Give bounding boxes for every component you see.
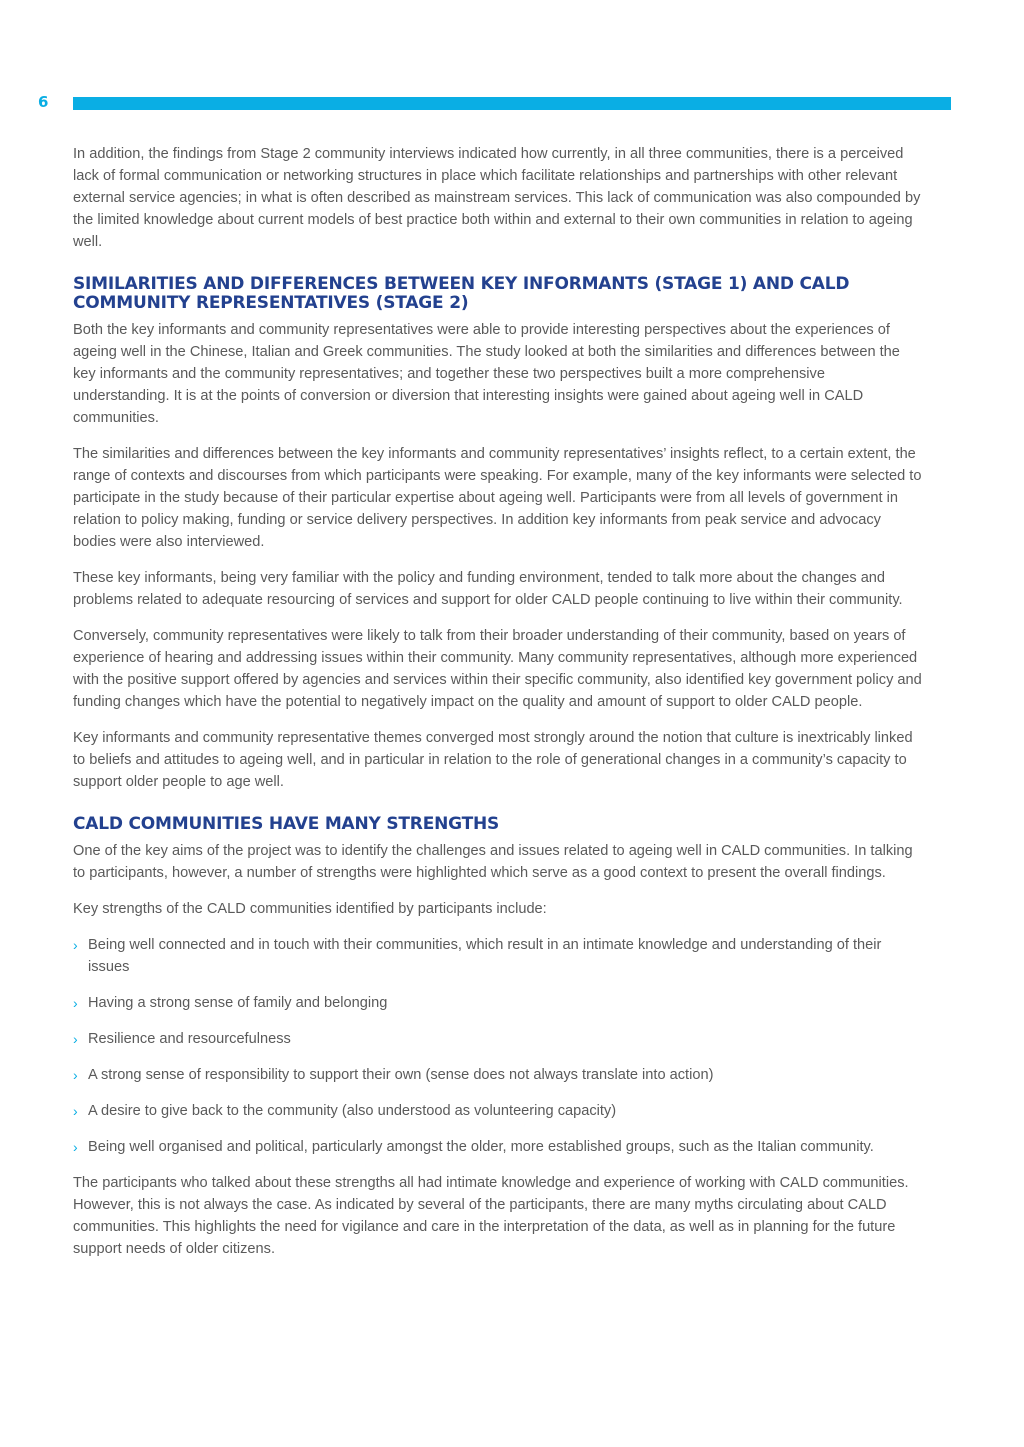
page-content xyxy=(73,143,923,1274)
list-item: › Having a strong sense of family and belonging xyxy=(73,992,923,1014)
chevron-right-icon: › xyxy=(73,1103,78,1119)
list-item: › A strong sense of responsibility to support their own (sense does not always translate into action) xyxy=(73,1064,923,1086)
chevron-right-icon: › xyxy=(73,995,78,1011)
list-item: › Being well organised and political, particularly amongst the older, more established groups, such as the Italian community. xyxy=(73,1136,923,1158)
section-heading-strengths: CALD COMMUNITIES HAVE MANY STRENGTHS xyxy=(73,814,500,834)
chevron-right-icon: › xyxy=(73,937,78,953)
body-paragraph: The similarities and differences between the key informants and community representatives’ insights reflect, to a certain extent, the range of contexts and discourses from which participants were speaking. For example, many of the key informants were selected to participate in the study because of their particular expertise about ageing well. Participants were from all levels of government in relation to policy making, funding or service delivery perspectives. In addition key informants from peak service and advocacy bodies were also interviewed. xyxy=(73,446,922,550)
strengths-list xyxy=(73,934,923,1158)
chevron-right-icon: › xyxy=(73,1031,78,1047)
body-paragraph: One of the key aims of the project was to identify the challenges and issues related to ageing well in CALD communities. In talking to participants, however, a number of strengths were highlighted which serve as a good context to present the overall findings. xyxy=(73,843,913,881)
list-item: › A desire to give back to the community (also understood as volunteering capacity) xyxy=(73,1100,923,1122)
closing-paragraph: The participants who talked about these strengths all had intimate knowledge and experience of working with CALD communities. However, this is not always the case. As indicated by several of the participants, there are many myths circulating about CALD communities. This highlights the need for vigilance and care in the interpretation of the data, as well as in planning for the future support needs of older citizens. xyxy=(73,1175,909,1257)
page-number: 6 xyxy=(38,93,49,111)
chevron-right-icon: › xyxy=(73,1139,78,1155)
intro-paragraph: In addition, the findings from Stage 2 community interviews indicated how currently, in all three communities, there is a perceived lack of formal communication or networking structures in place which facilitate relationships and partnerships with other relevant external service agencies; in what is often described as mainstream services. This lack of communication was also compounded by the limited knowledge about current models of best practice both within and external to their own communities in relation to ageing well. xyxy=(73,146,921,250)
body-paragraph: Both the key informants and community representatives were able to provide interesting perspectives about the experiences of ageing well in the Chinese, Italian and Greek communities. The study looked at both the similarities and differences between the key informants and the community representatives; and together these two perspectives built a more comprehensive understanding. It is at the points of conversion or diversion that interesting insights were gained about ageing well in CALD communities. xyxy=(73,322,900,426)
body-paragraph: Conversely, community representatives were likely to talk from their broader understanding of their community, based on years of experience of hearing and addressing issues within their community. Many community representatives, although more experienced with the positive support offered by agencies and services within their specific community, also identified key government policy and funding changes which have the potential to negatively impact on the quality and amount of support to older CALD people. xyxy=(73,628,922,710)
list-item: › Resilience and resourcefulness xyxy=(73,1028,923,1050)
body-paragraph: Key strengths of the CALD communities identified by participants include: xyxy=(73,901,547,917)
section-heading-similarities: SIMILARITIES AND DIFFERENCES BETWEEN KEY INFORMANTS (STAGE 1) AND CALD COMMUNITY REPRESENTATIVES (STAGE 2) xyxy=(73,274,850,313)
body-paragraph: These key informants, being very familiar with the policy and funding environment, tended to talk more about the changes and problems related to adequate resourcing of services and support for older CALD people continuing to live within their community. xyxy=(73,570,903,608)
body-paragraph: Key informants and community representative themes converged most strongly around the notion that culture is inextricably linked to beliefs and attitudes to ageing well, and in particular in relation to the role of generational changes in a community’s capacity to support older people to age well. xyxy=(73,730,913,790)
header-bar xyxy=(73,97,951,110)
chevron-right-icon: › xyxy=(73,1067,78,1083)
list-item: › Being well connected and in touch with their communities, which result in an intimate knowledge and understanding of their issues xyxy=(73,934,923,978)
